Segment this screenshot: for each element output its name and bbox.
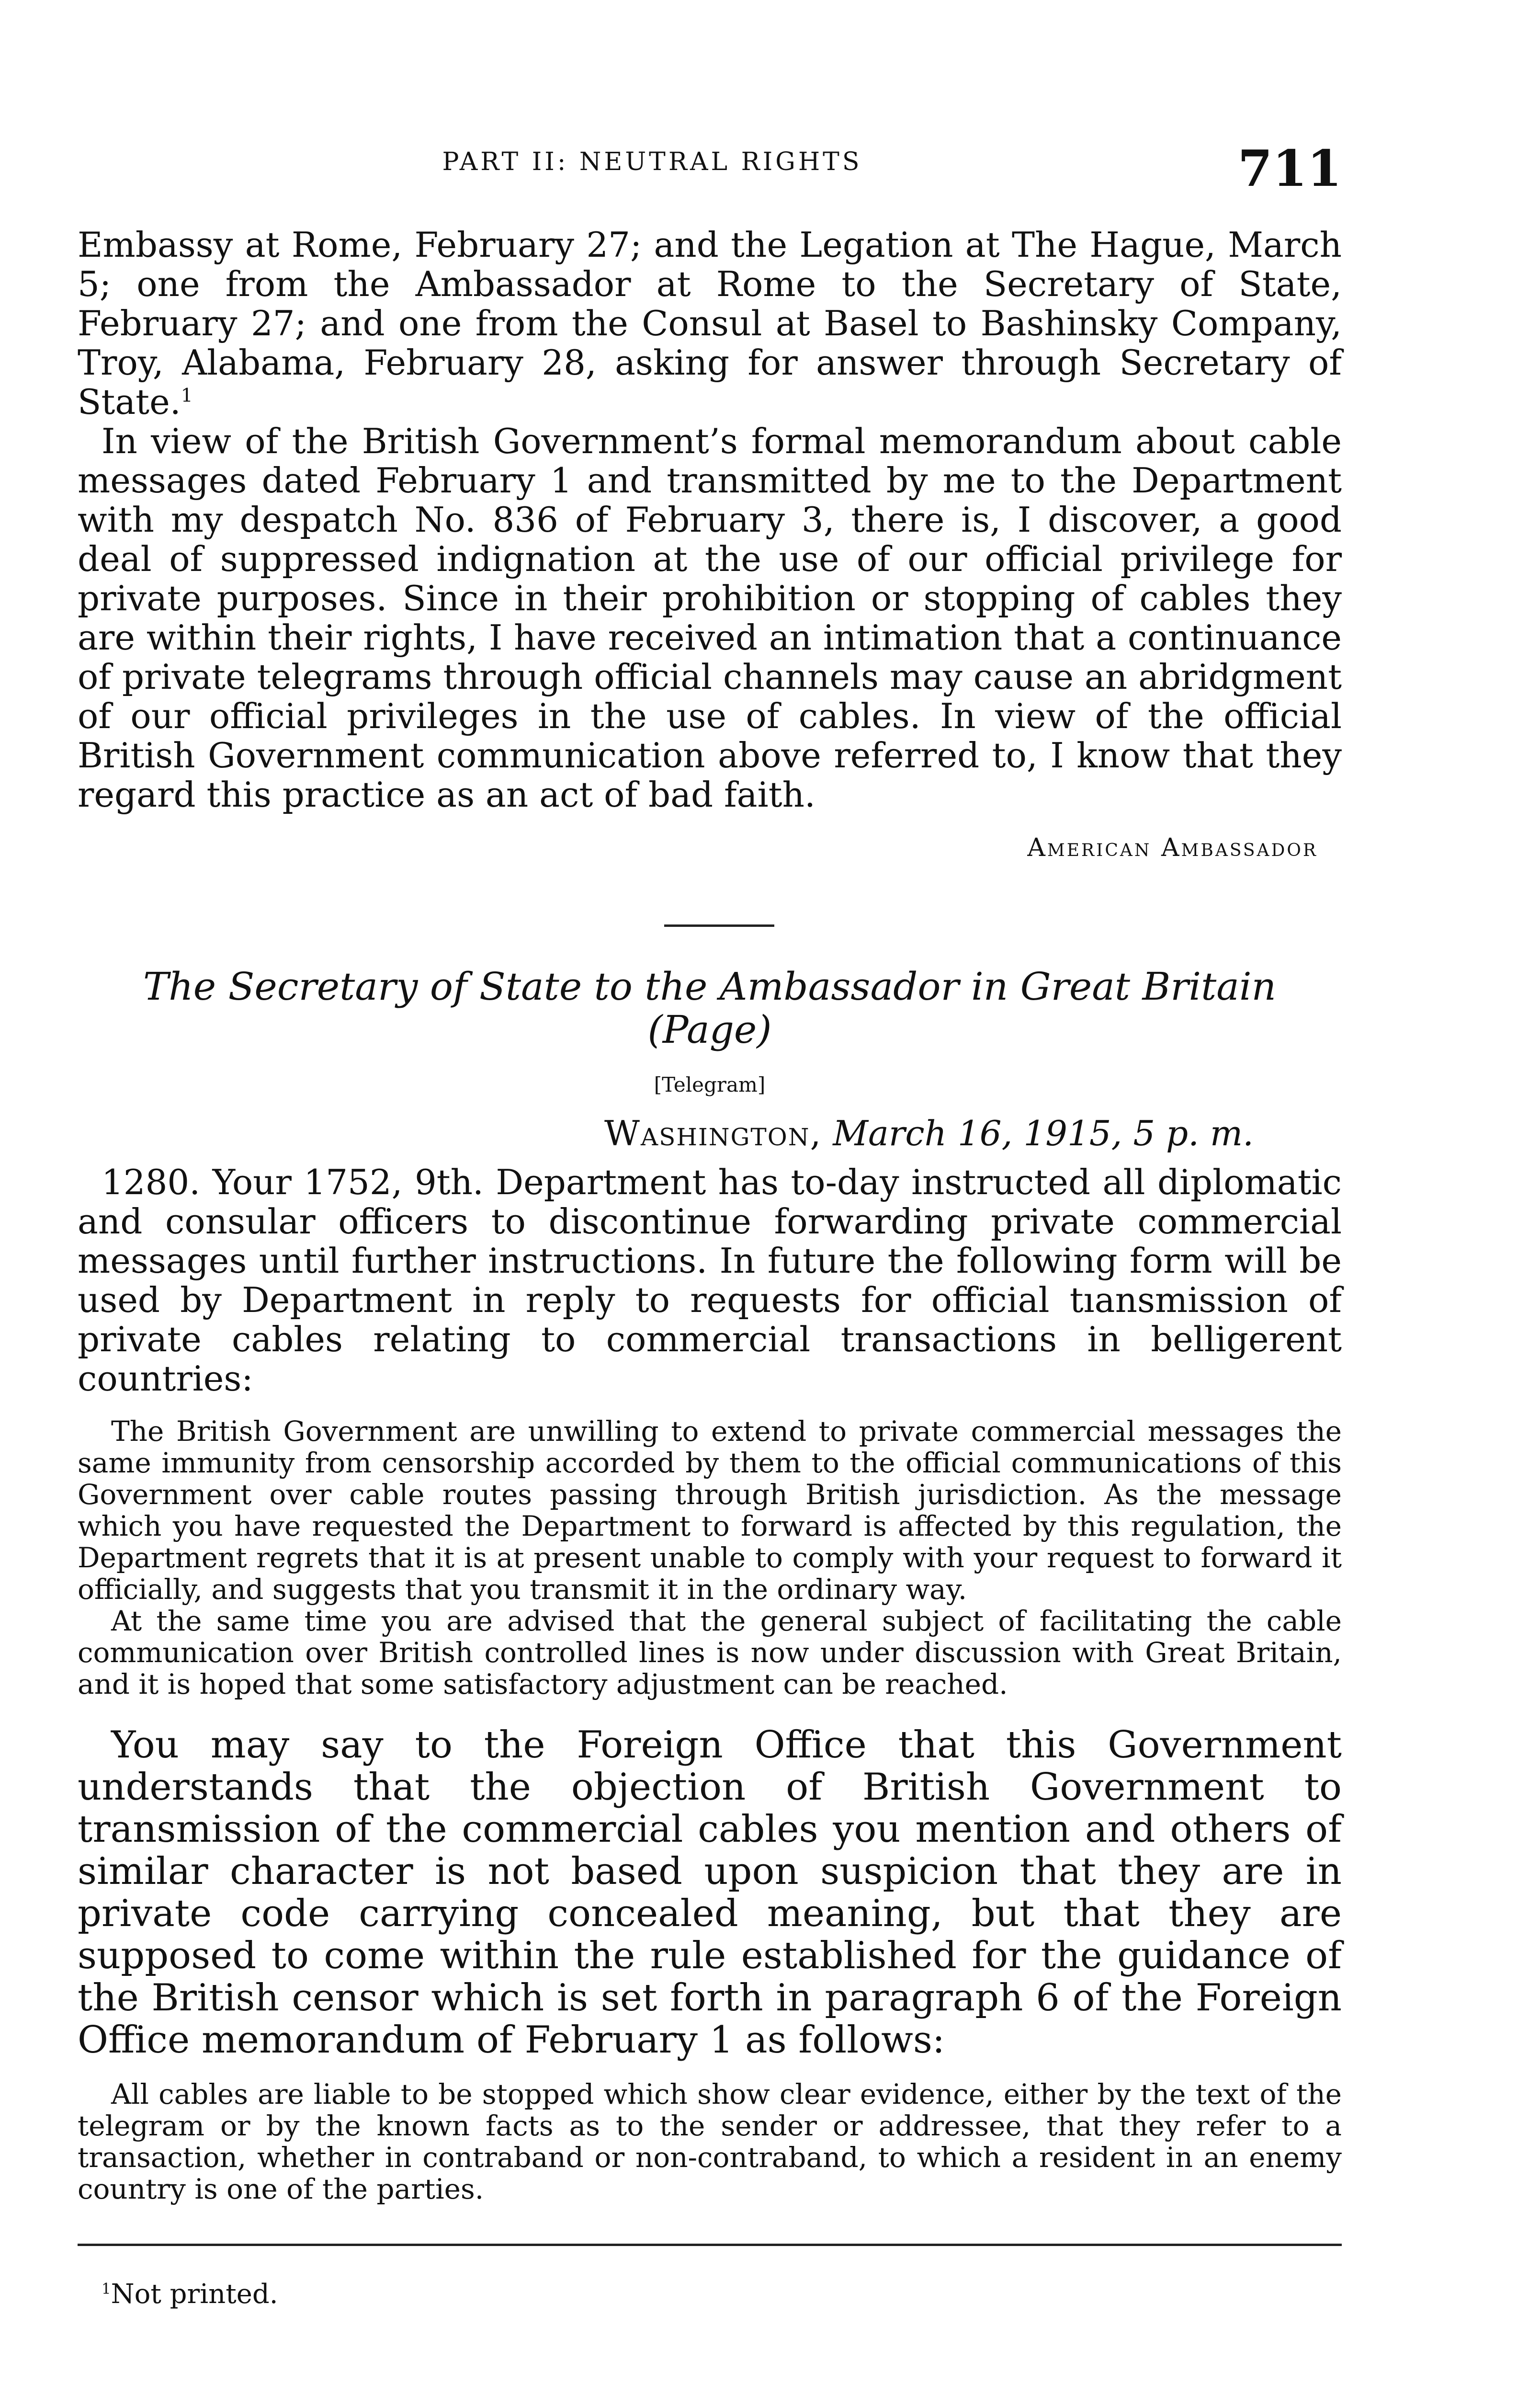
paragraph-indignation: In view of the British Government’s formal memorandum about cable messages dated February 1 and transmitted by me to the Department with my despatch No. 836 of February 3, there is, I discover, a good deal of suppressed indignation at the use of our official privilege for private purposes. Since in their prohibition or stopping of cables they are within their rights, I have received an intimation that a continuance of private telegrams through official channels may cause an abridgment of our official privileges in the use of cables. In view of the official British Government communication above referred to, I know that they regard this practice as an act of bad faith. (78, 421, 1342, 815)
footnote-text: Not printed. (111, 2279, 278, 2310)
document-type: [Telegram] (654, 1073, 766, 1096)
running-header (78, 139, 1342, 201)
telegram-paragraph (78, 1163, 1342, 1398)
section-divider (664, 924, 774, 927)
quote-paragraph-1: The British Government are unwilling to extend to private commercial messages the same immunity from censorship accorded by them to the official communications of this Government over cable routes passing through British jurisdiction. As the message which you have requested the Department to forward is affected by this regulation, the Department regrets that it is at present unable to comply with your request to forward it officially, and suggests that you transmit it in the ordinary way. (78, 1415, 1342, 1606)
telegram-number: 1280. (102, 1162, 201, 1202)
page-body (78, 225, 1342, 2205)
paragraph-continued (78, 225, 1342, 422)
running-title: PART II: NEUTRAL RIGHTS (442, 148, 862, 176)
memorandum-quote (78, 2078, 1342, 2205)
footnote-ref: 1 (181, 385, 193, 407)
signature: American Ambassador (1027, 833, 1318, 862)
memorandum-quote-text: All cables are liable to be stopped which show clear evidence, either by the text of the telegram or by the known facts as to the sender or addressee, that they refer to a transaction, whether in contraband or non-contraband, to which a resident in an enemy country is one of the parties. (78, 2078, 1342, 2205)
document-title: The Secretary of State to the Ambassador in Great Britain (Page) (143, 964, 1277, 1052)
page-number: 711 (1237, 139, 1342, 198)
quote-paragraph-2: At the same time you are advised that the general subject of facilitating the cable communication over British controlled lines is now under discussion with Great Britain, and it is hoped that some satisfactory adjustment can be reached. (78, 1605, 1342, 1700)
dateline (78, 1114, 1342, 1153)
dateline-date: March 16, 1915, 5 p. m. (833, 1113, 1254, 1153)
footnote (102, 2278, 278, 2311)
telegram-text: Your 1752, 9th. Department has to-day instructed all diplomatic and consular officers to discontinue forwarding private commercial messages until further instructions. In future the following form will be used by Department in reply to requests for official tıansmission of private cables relating to commercial transactions in belligerent countries: (78, 1162, 1342, 1399)
footnote-rule (78, 2244, 1342, 2246)
paragraph-foreign-office: You may say to the Foreign Office that this Government understands that the objection of British Government to transmission of the commercial cables you mention and others of similar character is not based upon suspicion that they are in private code carrying concealed meaning, but that they are supposed to come within the rule established for the guidance of the British censor which is set forth in paragraph 6 of the Foreign Office memorandum of February 1 as follows: (78, 1723, 1342, 2062)
paragraph-continued-text: Embassy at Rome, February 27; and the Legation at The Hague, March 5; one from the Ambassador at Rome to the Secretary of State, February 27; and one from the Consul at Basel to Bashinsky Company, Troy, Alabama, February 28, asking for answer through Secretary of State. (78, 225, 1342, 422)
form-reply-quote (78, 1415, 1342, 1700)
footnote-marker: 1 (102, 2280, 111, 2298)
dateline-place: Washington, (604, 1113, 822, 1153)
